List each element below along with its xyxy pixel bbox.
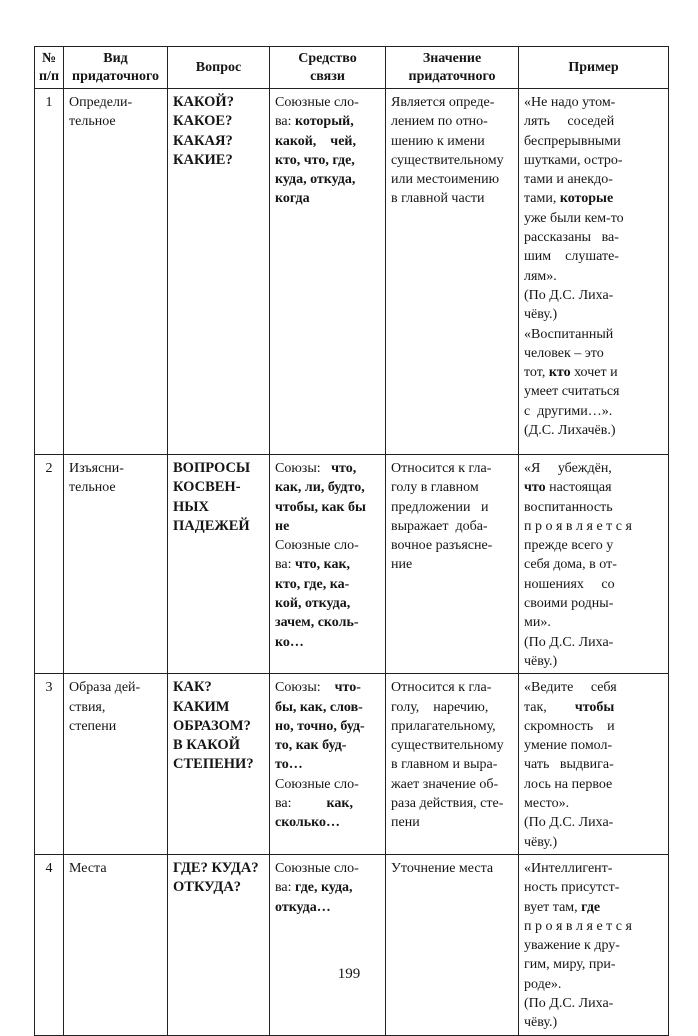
cell-line [275, 755, 381, 774]
page-number: 199 [337, 966, 361, 982]
cell-line [275, 878, 381, 897]
text-segment: своими родны- [524, 596, 614, 612]
cell-line [173, 93, 265, 112]
cell-line [391, 775, 514, 794]
cell-line [69, 459, 163, 478]
text-segment: тами, [524, 191, 560, 207]
cell-line [275, 93, 381, 112]
meaning-cell [386, 674, 519, 855]
text-segment: шим слушате- [524, 249, 619, 265]
cell-line [524, 536, 664, 555]
table-row [35, 674, 669, 855]
meaning-cell [386, 455, 519, 674]
cell-line [275, 517, 381, 536]
cell-line [524, 833, 664, 852]
text-segment: лось на первое [524, 776, 613, 792]
bold-text-segment: СТЕПЕНИ? [173, 756, 254, 773]
text-segment: чёву.) [524, 653, 558, 669]
bold-text-segment: то, как буд- [275, 738, 347, 754]
text-segment: вочное разъясне- [391, 538, 493, 554]
text-segment: чать выдвига- [524, 757, 614, 773]
header-example [519, 47, 669, 89]
text-segment: Является опреде- [391, 95, 495, 110]
clause-type-cell [64, 455, 168, 674]
text-segment: хочет и [570, 365, 618, 381]
cell-line [275, 536, 381, 555]
clause-type-cell [64, 854, 168, 1035]
cell-line [524, 209, 664, 228]
cell-line [391, 813, 514, 832]
cell-line [391, 698, 514, 717]
text-segment: (По Д.С. Лиха- [524, 634, 614, 650]
question-cell [168, 674, 270, 855]
cell-line [391, 498, 514, 517]
means-cell [270, 455, 386, 674]
cell-line [275, 594, 381, 613]
text-segment: Относится к гла- [391, 461, 492, 476]
cell-line [391, 678, 514, 697]
text-segment: Союзы: [275, 680, 335, 696]
text-segment: (По Д.С. Лиха- [524, 287, 614, 303]
text-segment: шению к имени [391, 133, 485, 149]
text-segment: степени [69, 718, 117, 734]
cell-line [524, 917, 664, 936]
example-cell [519, 854, 669, 1035]
subordinate-clauses-table [34, 46, 669, 1036]
text-segment: ва: [275, 114, 296, 130]
example-cell [519, 674, 669, 855]
text-segment: с другими…». [524, 403, 613, 419]
text-segment: чёву.) [524, 307, 558, 323]
cell-line [173, 736, 265, 755]
cell-line [275, 459, 381, 478]
meaning-cell [386, 854, 519, 1035]
bold-text-segment: ко… [275, 634, 304, 650]
text-segment: тами и анекдо- [524, 172, 613, 188]
text-segment: скромность и [524, 718, 615, 734]
cell-line [524, 344, 664, 363]
bold-text-segment: В КАКОЙ [173, 737, 240, 754]
text-segment: тельное [69, 480, 116, 496]
bold-text-segment: куда, откуда, [275, 172, 356, 188]
cell-line [173, 498, 265, 517]
cell-line [524, 498, 664, 517]
text-segment: существительному [391, 738, 504, 754]
cell-line [524, 517, 664, 536]
text-segment: существительному [391, 152, 504, 168]
bold-text-segment: ОБРАЗОМ? [173, 717, 251, 734]
cell-line [275, 633, 381, 652]
cell-line [391, 112, 514, 131]
cell-line [524, 594, 664, 613]
cell-line [524, 698, 664, 717]
row-number: 2 [35, 455, 64, 674]
text-segment: «Я убеждён, [524, 461, 612, 476]
means-cell [270, 674, 386, 855]
header-text: Вопрос [195, 59, 242, 75]
header-clause-type [64, 47, 168, 89]
cell-line [524, 859, 664, 878]
bold-text-segment: когда [275, 191, 310, 207]
cell-line [391, 459, 514, 478]
bold-text-segment: но, точно, буд- [275, 718, 365, 734]
text-segment: уже были кем-то [524, 210, 624, 226]
cell-line [391, 717, 514, 736]
text-segment: ва: [275, 880, 296, 896]
text-segment: лением по отно- [391, 114, 488, 130]
bold-text-segment: КАКИМ [173, 698, 230, 715]
cell-line [391, 478, 514, 497]
cell-line [173, 112, 265, 131]
cell-line [275, 112, 381, 131]
meaning-cell [386, 89, 519, 455]
cell-line [69, 859, 163, 878]
header-text: придаточного [408, 68, 496, 84]
text-segment: Союзные сло- [275, 860, 359, 876]
bold-text-segment: как, [326, 796, 353, 812]
cell-line [275, 132, 381, 151]
bold-text-segment: КАК? [173, 679, 212, 696]
bold-text-segment: не [275, 518, 290, 534]
cell-line [275, 170, 381, 189]
cell-line [524, 363, 664, 382]
example-cell [519, 455, 669, 674]
bold-text-segment: ПАДЕЖЕЙ [173, 517, 250, 534]
text-segment: раза действия, сте- [391, 796, 504, 812]
text-segment: «Воспитанный [524, 326, 614, 342]
text-segment: Союзные сло- [275, 538, 359, 554]
cell-line [275, 189, 381, 208]
text-segment: жает значение об- [391, 776, 499, 792]
cell-line [391, 859, 514, 878]
cell-line [524, 286, 664, 305]
bold-text-segment: чтобы, как бы [275, 499, 366, 515]
cell-line [391, 794, 514, 813]
cell-line [524, 305, 664, 324]
cell-line [275, 775, 381, 794]
cell-line [69, 678, 163, 697]
cell-line [524, 189, 664, 208]
text-segment: Союзные сло- [275, 776, 359, 792]
cell-line [275, 613, 381, 632]
bold-text-segment: КАКАЯ? [173, 132, 233, 149]
bold-text-segment: где, куда, [295, 880, 353, 896]
cell-line [524, 228, 664, 247]
text-segment: умение помол- [524, 738, 613, 754]
cell-line [391, 517, 514, 536]
header-text: № [41, 50, 57, 66]
text-segment: тельное [69, 114, 116, 130]
text-segment: (Д.С. Лихачёв.) [524, 423, 616, 439]
bold-text-segment: сколько… [275, 815, 341, 831]
cell-line [524, 633, 664, 652]
cell-line [275, 498, 381, 517]
text-segment: ствия, [69, 699, 106, 715]
cell-line [275, 478, 381, 497]
cell-line [173, 755, 265, 774]
cell-line [391, 170, 514, 189]
cell-line [275, 698, 381, 717]
text-segment: гим, миру, при- [524, 957, 616, 973]
cell-line [69, 93, 163, 112]
bold-text-segment: КОСВЕН- [173, 479, 241, 496]
cell-line [391, 151, 514, 170]
text-segment: человек – это [524, 345, 604, 361]
cell-line [524, 613, 664, 632]
cell-line [524, 478, 664, 497]
cell-line [524, 132, 664, 151]
text-segment: себя дома, в от- [524, 557, 617, 573]
cell-line [173, 717, 265, 736]
text-segment: п р о я в л я е т с я [524, 918, 632, 934]
text-segment: прежде всего у [524, 538, 614, 554]
bold-text-segment: кто, что, где, [275, 152, 355, 168]
cell-line [524, 575, 664, 594]
text-segment: беспрерывными [524, 133, 621, 149]
header-clause-meaning [386, 47, 519, 89]
cell-line [524, 994, 664, 1013]
text-segment: «Интеллигент- [524, 860, 613, 876]
text-segment: прилагательному, [391, 718, 496, 734]
cell-line [524, 459, 664, 478]
cell-line [173, 878, 265, 897]
question-cell [168, 854, 270, 1035]
text-segment: чёву.) [524, 834, 558, 850]
bold-text-segment: где [581, 899, 601, 915]
text-segment: (По Д.С. Лиха- [524, 996, 614, 1012]
text-segment: голу, наречию, [391, 699, 489, 715]
cell-line [391, 755, 514, 774]
clause-type-cell [64, 674, 168, 855]
bold-text-segment: который, [295, 114, 354, 130]
text-segment: ва: [275, 557, 296, 573]
header-text: Средство [298, 50, 357, 66]
text-segment: настоящая [545, 480, 612, 496]
header-row [35, 47, 669, 89]
cell-line [524, 112, 664, 131]
cell-line [275, 898, 381, 917]
text-segment: рассказаны ва- [524, 230, 619, 246]
text-segment: воспитанность [524, 499, 613, 515]
text-segment: Союзы: [275, 461, 332, 476]
cell-line [69, 112, 163, 131]
bold-text-segment: кто [548, 365, 571, 381]
row-number: 4 [35, 854, 64, 1035]
bold-text-segment: что, как, [295, 557, 351, 573]
text-segment: уважение к дру- [524, 938, 620, 954]
cell-line [173, 132, 265, 151]
text-segment: пени [391, 815, 420, 831]
text-segment: шутками, остро- [524, 152, 623, 168]
text-segment: тот, [524, 365, 549, 381]
cell-line [524, 421, 664, 440]
bold-text-segment: кто, где, ка- [275, 576, 350, 592]
cell-line [275, 151, 381, 170]
bold-text-segment: КАКОЕ? [173, 113, 233, 130]
text-segment: Союзные сло- [275, 95, 359, 110]
cell-line [275, 575, 381, 594]
cell-line [275, 736, 381, 755]
header-text: Вид [103, 50, 128, 66]
header-means-of-connection [270, 47, 386, 89]
table-row [35, 455, 669, 674]
text-segment: в главном и выра- [391, 757, 498, 773]
cell-line [524, 898, 664, 917]
cell-line [524, 402, 664, 421]
bold-text-segment: КАКИЕ? [173, 151, 233, 168]
header-text: Значение [422, 50, 482, 66]
cell-line [173, 517, 265, 536]
cell-line [275, 794, 381, 813]
bold-text-segment: что, [331, 461, 357, 476]
text-segment: ми». [524, 615, 551, 631]
bold-text-segment: ОТКУДА? [173, 879, 242, 896]
cell-line [524, 382, 664, 401]
clause-type-cell [64, 89, 168, 455]
cell-line [524, 325, 664, 344]
cell-line [524, 775, 664, 794]
text-segment: Относится к гла- [391, 680, 492, 696]
bold-text-segment: КАКОЙ? [173, 94, 234, 110]
cell-line [275, 555, 381, 574]
text-segment: п р о я в л я е т с я [524, 518, 632, 534]
bold-text-segment: какой, чей, [275, 133, 356, 149]
text-segment: чёву.) [524, 1015, 558, 1031]
bold-text-segment: как, ли, будто, [275, 480, 365, 496]
text-segment: ношениях со [524, 576, 615, 592]
text-segment: Изъясни- [69, 461, 124, 476]
header-text: Пример [568, 59, 619, 75]
bold-text-segment: кой, откуда, [275, 596, 351, 612]
bold-text-segment: откуда… [275, 899, 331, 915]
cell-line [524, 652, 664, 671]
text-segment: (По Д.С. Лиха- [524, 815, 614, 831]
means-cell [270, 854, 386, 1035]
cell-line [524, 170, 664, 189]
text-segment: Уточнение места [391, 860, 494, 876]
header-text: п/п [38, 68, 60, 84]
bold-text-segment: ГДЕ? КУДА? [173, 859, 259, 876]
cell-line [173, 478, 265, 497]
cell-line [524, 247, 664, 266]
cell-line [391, 555, 514, 574]
table-row [35, 89, 669, 455]
question-cell [168, 89, 270, 455]
cell-line [524, 878, 664, 897]
bold-text-segment: НЫХ [173, 498, 209, 515]
cell-line [275, 717, 381, 736]
example-cell [519, 89, 669, 455]
row-number: 1 [35, 89, 64, 455]
text-segment: ность присутст- [524, 880, 620, 896]
text-segment: место». [524, 796, 570, 812]
table-row [35, 854, 669, 1035]
bold-text-segment: которые [559, 191, 614, 207]
text-segment: роде». [524, 976, 562, 992]
text-segment: Определи- [69, 95, 133, 110]
cell-line [524, 151, 664, 170]
cell-line [275, 859, 381, 878]
bold-text-segment: чтобы [574, 699, 615, 715]
cell-line [69, 717, 163, 736]
text-segment: так, [524, 699, 575, 715]
header-text: придаточного [72, 68, 159, 84]
cell-line [173, 678, 265, 697]
cell-line [173, 151, 265, 170]
cell-line [275, 813, 381, 832]
cell-line [524, 717, 664, 736]
cell-line [524, 678, 664, 697]
cell-line [524, 936, 664, 955]
text-segment: лять соседей [524, 114, 615, 130]
cell-line [524, 93, 664, 112]
text-segment: голу в главном [391, 480, 479, 496]
cell-line [391, 736, 514, 755]
cell-line [275, 678, 381, 697]
question-cell [168, 455, 270, 674]
cell-line [524, 555, 664, 574]
text-segment: выражает доба- [391, 518, 488, 534]
cell-line [69, 478, 163, 497]
means-cell [270, 89, 386, 455]
text-segment: в главной части [391, 191, 485, 207]
text-segment: вует там, [524, 899, 582, 915]
text-segment: «Не надо утом- [524, 95, 616, 110]
cell-line [524, 1013, 664, 1032]
cell-line [173, 459, 265, 478]
cell-line [391, 189, 514, 208]
text-segment: ва: [275, 796, 327, 812]
cell-line [69, 698, 163, 717]
bold-text-segment: что [524, 480, 546, 496]
text-segment: ние [391, 557, 413, 573]
text-segment: Места [69, 860, 107, 876]
bold-text-segment: бы, как, слов- [275, 699, 363, 715]
bold-text-segment: зачем, сколь- [275, 615, 359, 631]
bold-text-segment: что- [334, 680, 361, 696]
text-segment: умеет считаться [524, 384, 620, 400]
cell-line [524, 813, 664, 832]
cell-line [391, 132, 514, 151]
bold-text-segment: то… [275, 757, 303, 773]
text-segment: «Ведите себя [524, 680, 617, 696]
text-segment: предложении и [391, 499, 489, 515]
cell-line [173, 859, 265, 878]
text-segment: лям». [524, 268, 557, 284]
cell-line [173, 698, 265, 717]
cell-line [524, 794, 664, 813]
cell-line [524, 736, 664, 755]
bold-text-segment: ВОПРОСЫ [173, 460, 251, 476]
header-text: связи [310, 68, 345, 84]
text-segment: Образа дей- [69, 680, 141, 696]
header-number [35, 47, 64, 89]
header-question [168, 47, 270, 89]
text-segment: или местоимению [391, 172, 500, 188]
cell-line [524, 267, 664, 286]
cell-line [391, 536, 514, 555]
cell-line [391, 93, 514, 112]
cell-line [524, 755, 664, 774]
row-number: 3 [35, 674, 64, 855]
